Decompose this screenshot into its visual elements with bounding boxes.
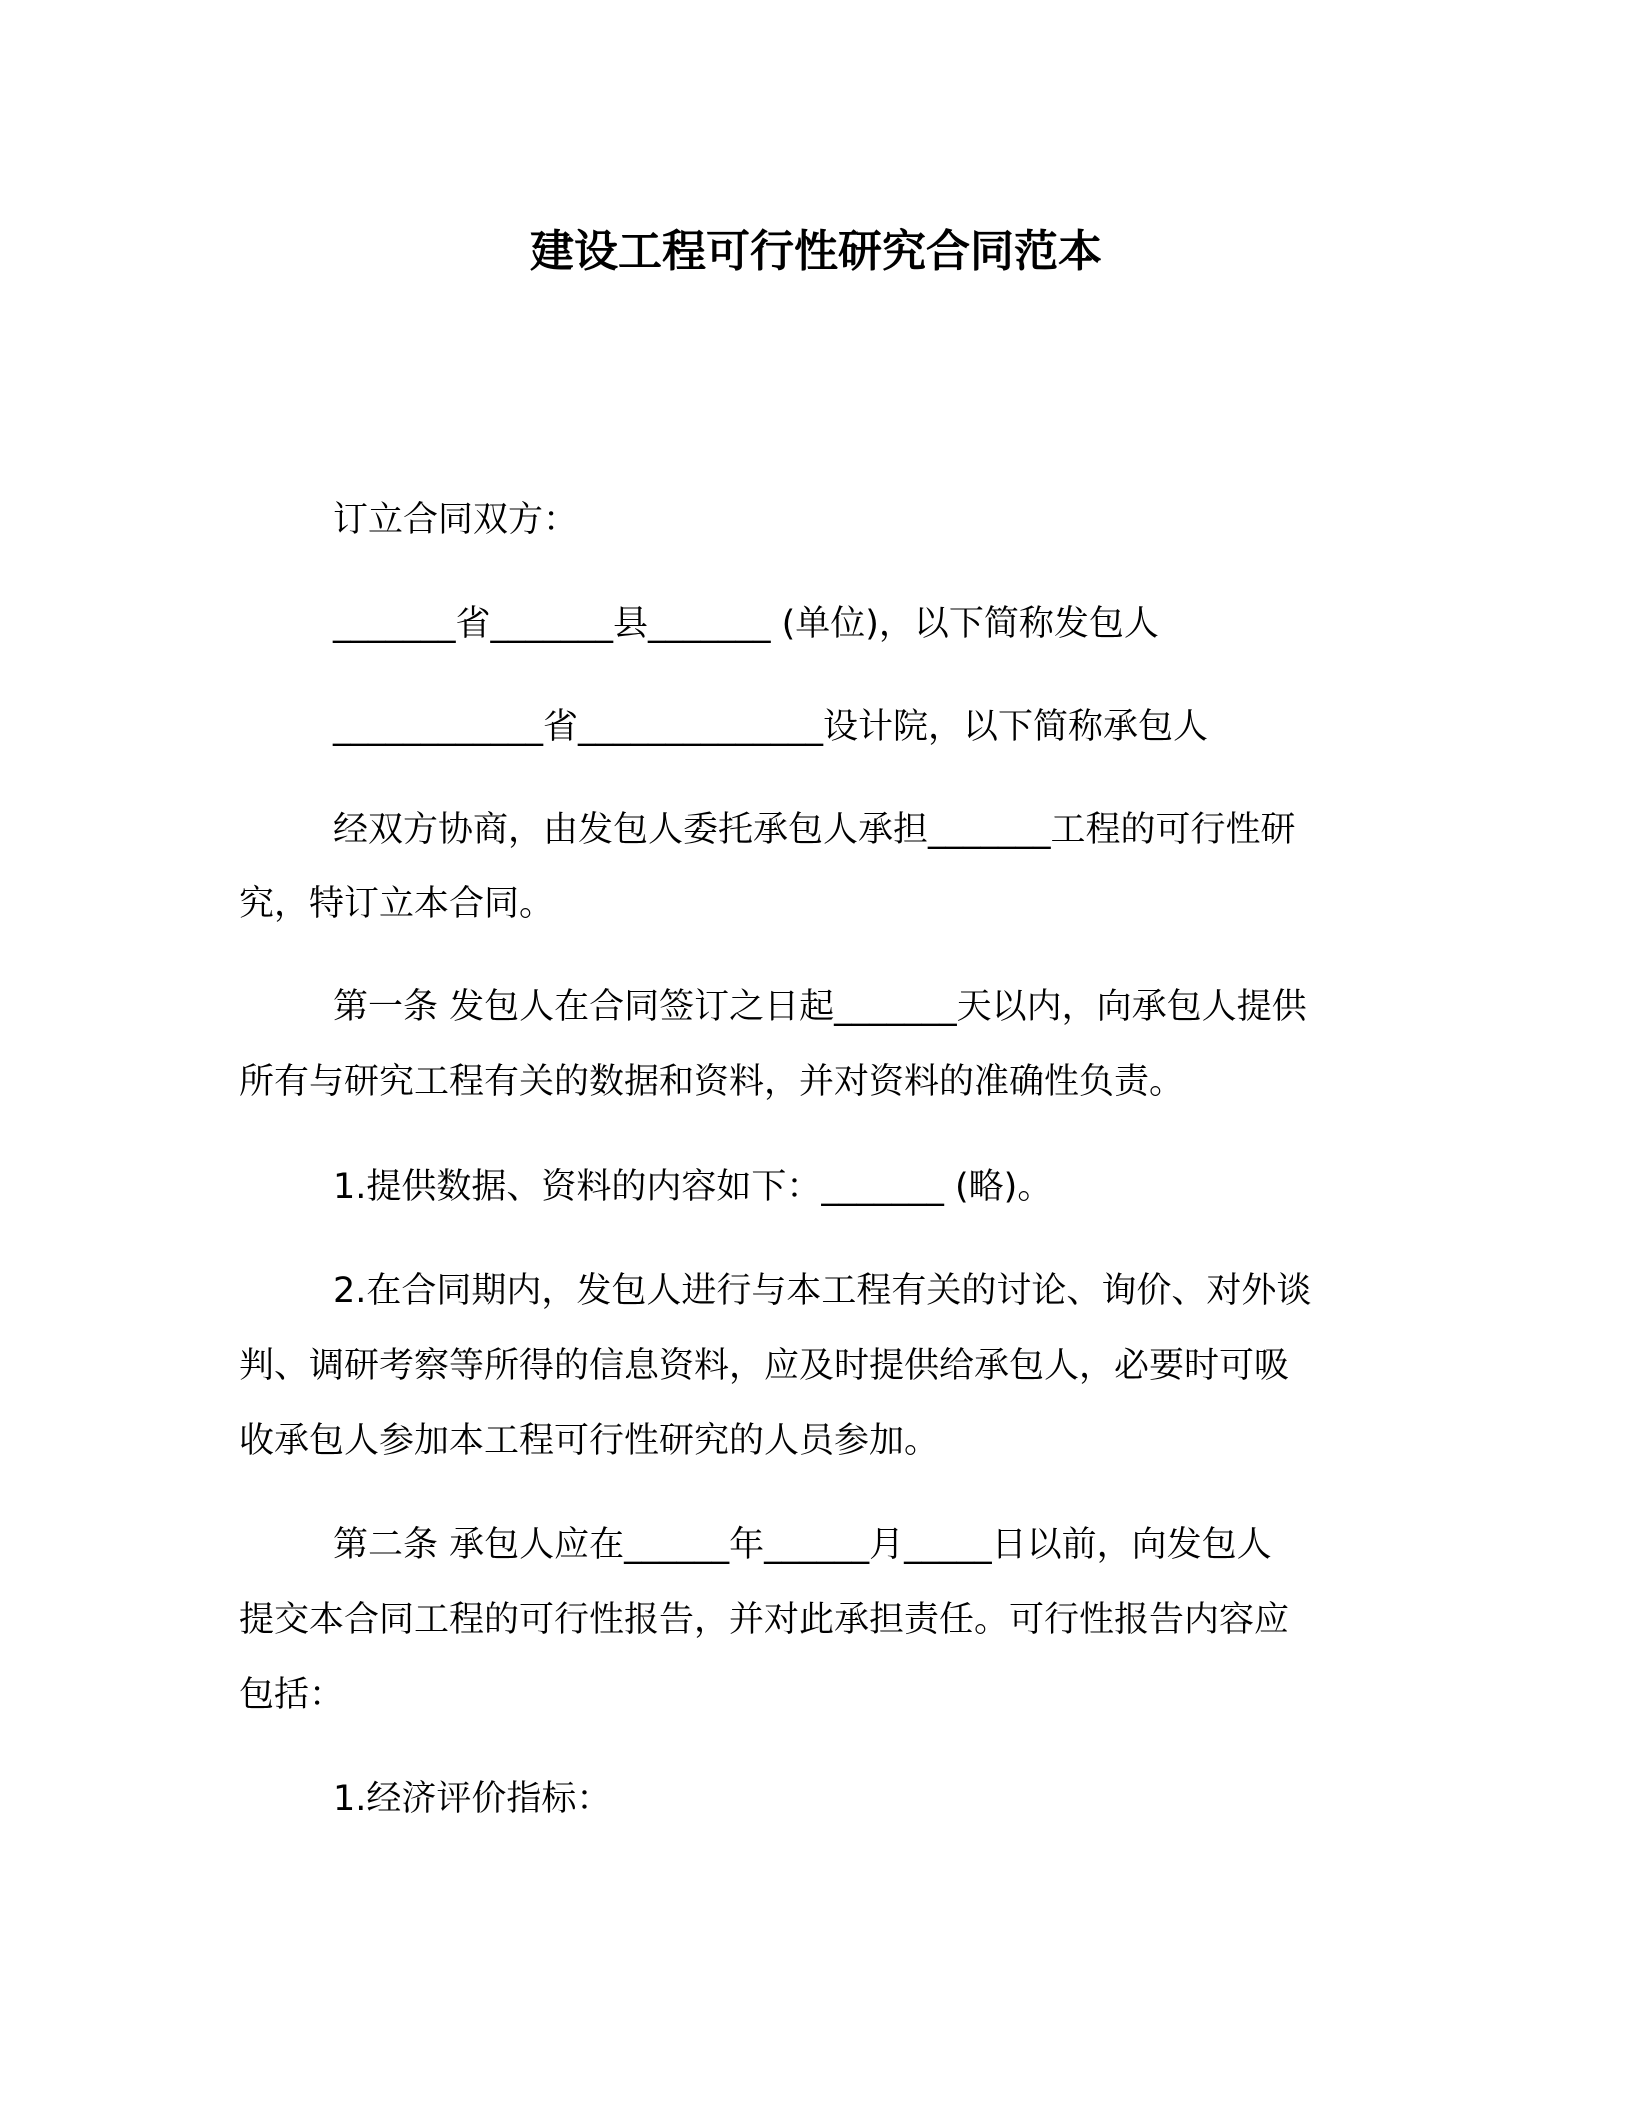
parties-heading: 订立合同双方： [333, 500, 579, 540]
article-2-item-1: 1.经济评价指标： [333, 1779, 612, 1819]
article-1-item-2-line-2: 判、调研考察等所得的信息资料，应及时提供给承包人，必要时可吸 [239, 1346, 1290, 1386]
preamble-line-1: 经双方协商，由发包人委托承包人承担_______工程的可行性研 [333, 810, 1296, 850]
article-1-line-1: 第一条 发包人在合同签订之日起_______天以内，向承包人提供 [333, 987, 1307, 1027]
party-a-line: _______省_______县_______ (单位)，以下简称发包人 [333, 604, 1159, 644]
preamble-line-2: 究，特订立本合同。 [239, 884, 555, 924]
party-b-line: ____________省______________设计院，以下简称承包人 [333, 707, 1209, 747]
article-2-line-2: 提交本合同工程的可行性报告，并对此承担责任。可行性报告内容应 [239, 1600, 1290, 1640]
article-1-line-2: 所有与研究工程有关的数据和资料，并对资料的准确性负责。 [239, 1062, 1185, 1102]
article-1-item-2-line-3: 收承包人参加本工程可行性研究的人员参加。 [239, 1421, 940, 1461]
document-title: 建设工程可行性研究合同范本 [530, 226, 1102, 277]
article-2-line-1: 第二条 承包人应在______年______月_____日以前，向发包人 [333, 1525, 1272, 1565]
article-1-item-2-line-1: 2.在合同期内，发包人进行与本工程有关的讨论、询价、对外谈 [333, 1271, 1312, 1311]
article-1-item-1: 1.提供数据、资料的内容如下：_______ (略)。 [333, 1167, 1053, 1207]
article-2-line-3: 包括： [239, 1675, 345, 1715]
